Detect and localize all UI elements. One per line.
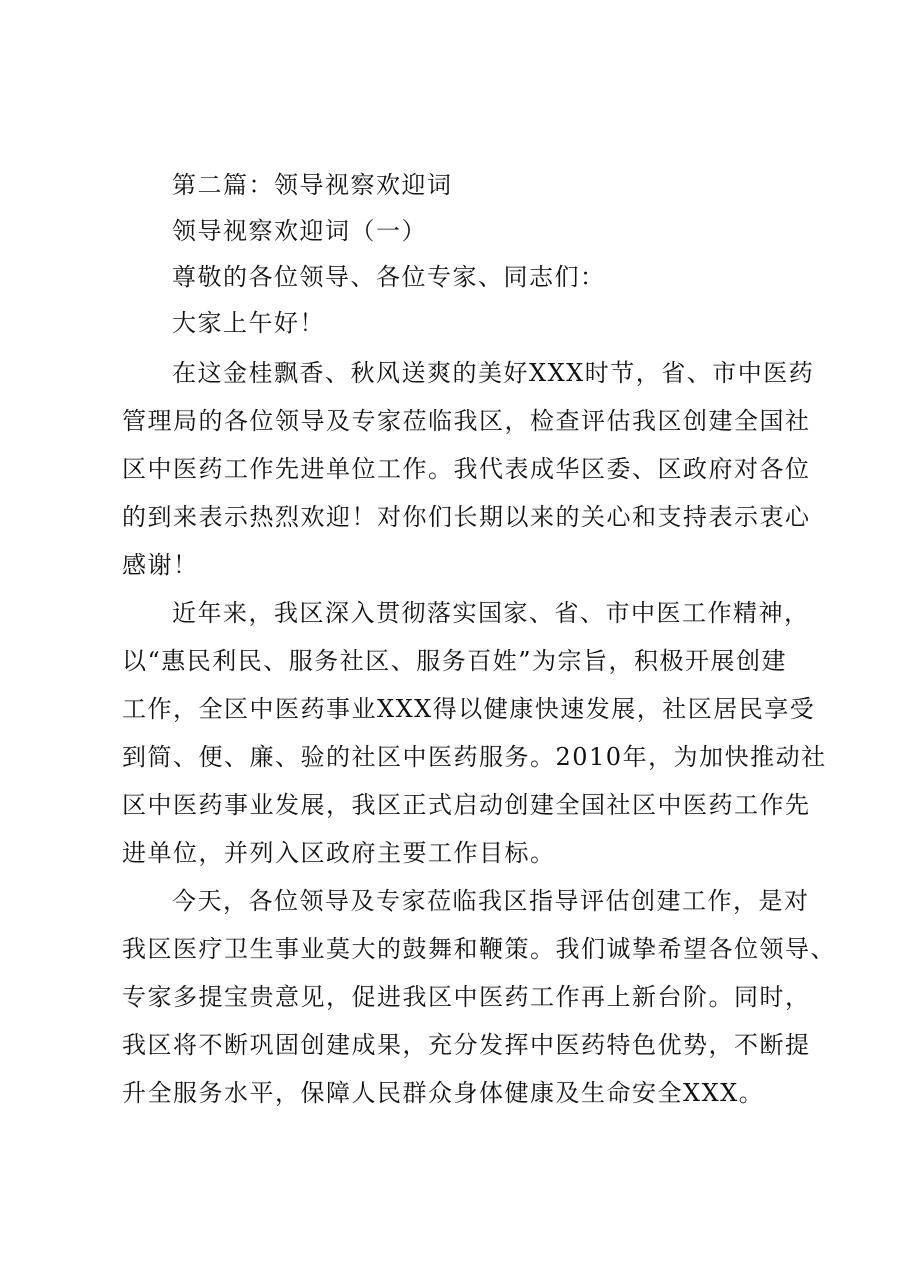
paragraph-3-line-4: 我区将不断巩固创建成果，充分发挥中医药特色优势，不断提	[122, 1031, 811, 1059]
paragraph-1-line-1: 在这金桂飘香、秋风送爽的美好XXX时节，省、市中医药	[172, 359, 815, 387]
salutation-line: 尊敬的各位领导、各位专家、同志们：	[172, 263, 606, 291]
greeting-line: 大家上午好！	[172, 309, 325, 337]
paragraph-1-line-3: 区中医药工作先进单位工作。我代表成华区委、区政府对各位	[122, 455, 811, 483]
paragraph-3-line-3: 专家多提宝贵意见，促进我区中医药工作再上新台阶。同时，	[122, 983, 811, 1011]
paragraph-1-line-2: 管理局的各位领导及专家莅临我区，检查评估我区创建全国社	[122, 407, 811, 435]
paragraph-3-line-1: 今天，各位领导及专家莅临我区指导评估创建工作，是对	[172, 887, 810, 915]
paragraph-1-line-5: 感谢！	[122, 551, 199, 579]
paragraph-2-line-4: 到简、便、廉、验的社区中医药服务。2010年，为加快推动社	[122, 743, 827, 771]
section-heading: 第二篇：领导视察欢迎词	[172, 171, 453, 199]
paragraph-2-line-6: 进单位，并列入区政府主要工作目标。	[122, 839, 556, 867]
paragraph-2-line-3: 工作，全区中医药事业XXX得以健康快速发展，社区居民享受	[122, 695, 816, 723]
paragraph-2-line-5: 区中医药事业发展，我区正式启动创建全国社区中医药工作先	[122, 791, 811, 819]
paragraph-3-line-5: 升全服务水平，保障人民群众身体健康及生命安全XXX。	[122, 1079, 765, 1107]
paragraph-1-line-4: 的到来表示热烈欢迎！对你们长期以来的关心和支持表示衷心	[122, 503, 811, 531]
paragraph-2-line-2: 以“惠民利民、服务社区、服务百姓”为宗旨，积极开展创建	[122, 647, 788, 675]
section-subheading: 领导视察欢迎词（一）	[172, 217, 427, 245]
paragraph-2-line-1: 近年来，我区深入贯彻落实国家、省、市中医工作精神，	[172, 599, 810, 627]
paragraph-3-line-2: 我区医疗卫生事业莫大的鼓舞和鞭策。我们诚挚希望各位领导、	[122, 935, 836, 963]
